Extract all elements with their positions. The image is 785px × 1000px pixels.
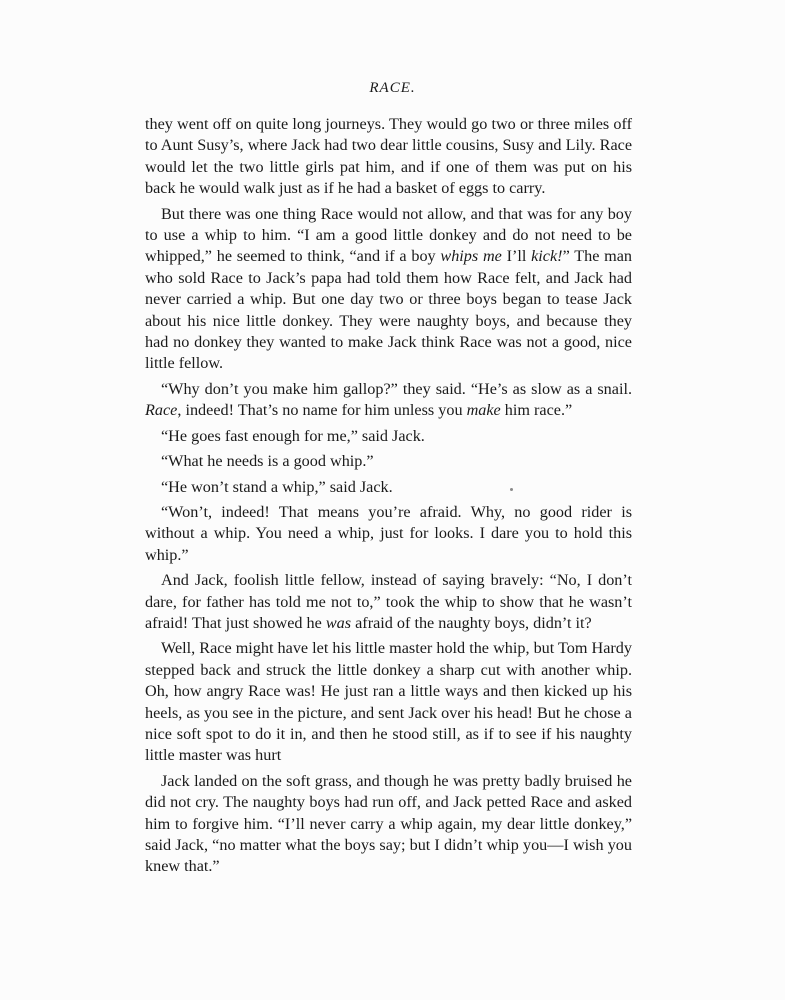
- paragraph: [145, 771, 632, 878]
- text-segment: I’ll: [501, 247, 532, 266]
- italic-text: kick!: [531, 247, 563, 266]
- print-speck: [510, 488, 513, 491]
- paragraph: [145, 451, 632, 472]
- running-header: RACE.: [369, 80, 416, 96]
- text-segment: , indeed! That’s no name for him unless you: [177, 401, 467, 420]
- paragraph: [145, 570, 632, 634]
- text-segment: “Won’t, indeed! That means you’re afraid. Why, no good rider is without a whip. You need a whip, just for looks. I dare you to hold this whip.”: [145, 502, 632, 564]
- body-text: [145, 114, 632, 882]
- paragraph: [145, 638, 632, 766]
- paragraph: [145, 204, 632, 375]
- paragraph: [145, 426, 632, 447]
- paragraph: [145, 502, 632, 566]
- text-segment: And Jack, foolish little fellow, instead of saying bravely: “No, I don’t dare, for father has told me not to,” took the whip to show that he wasn’t afraid! That just showed he: [145, 571, 632, 632]
- paragraph: [145, 477, 632, 498]
- text-segment: But there was one thing Race would not allow, and that was for any boy to use a whip to him. “I am a good little donkey and do not need to be whipped,” he seemed to think, “and if a boy: [145, 204, 632, 266]
- italic-text: was: [325, 613, 352, 632]
- text-segment: “He won’t stand a whip,” said Jack.: [161, 477, 393, 496]
- text-segment: “Why don’t you make him gallop?” they said. “He’s as slow as a snail.: [161, 379, 632, 398]
- text-segment: they went off on quite long journeys. They would go two or three miles off to Aunt Susy’s, where Jack had two dear little cousins, Susy and Lily. Race would let the two little girls pat him, and if one of them was put on his back he would walk just as if he had a basket of eggs to carry.: [145, 115, 632, 198]
- italic-text: make: [466, 401, 501, 420]
- text-segment: Jack landed on the soft grass, and though he was pretty badly bruised he did not cry. The naughty boys had run off, and Jack petted Race and asked him to forgive him. “I’ll never carry a whip again, my dear little donkey,” said Jack, “no matter what the boys say; but I didn’t whip you—I wish you knew that.”: [145, 771, 632, 876]
- text-segment: him race.”: [500, 401, 573, 420]
- paragraph: [145, 114, 632, 200]
- paragraph: [145, 379, 632, 422]
- text-segment: “He goes fast enough for me,” said Jack.: [161, 426, 425, 445]
- italic-text: Race: [145, 401, 178, 420]
- text-segment: Well, Race might have let his little master hold the whip, but Tom Hardy stepped back and struck the little donkey a sharp cut with another whip. Oh, how angry Race was! He just ran a little ways and then kicked up his heels, as you see in the picture, and sent Jack over his head! But he chose a nice soft spot to do it in, and then he stood still, as if to see if his naughty little master was hurt: [145, 639, 632, 765]
- italic-text: whips me: [440, 247, 502, 266]
- text-segment: ” The man who sold Race to Jack’s papa had told them how Race felt, and Jack had never carried a whip. But one day two or three boys began to tease Jack about his nice little donkey. They were naughty boys, and because they had no donkey they wanted to make Jack think Race was not a good, nice little fellow.: [145, 247, 633, 373]
- text-segment: afraid of the naughty boys, didn’t it?: [351, 613, 592, 632]
- text-segment: “What he needs is a good whip.”: [161, 452, 374, 471]
